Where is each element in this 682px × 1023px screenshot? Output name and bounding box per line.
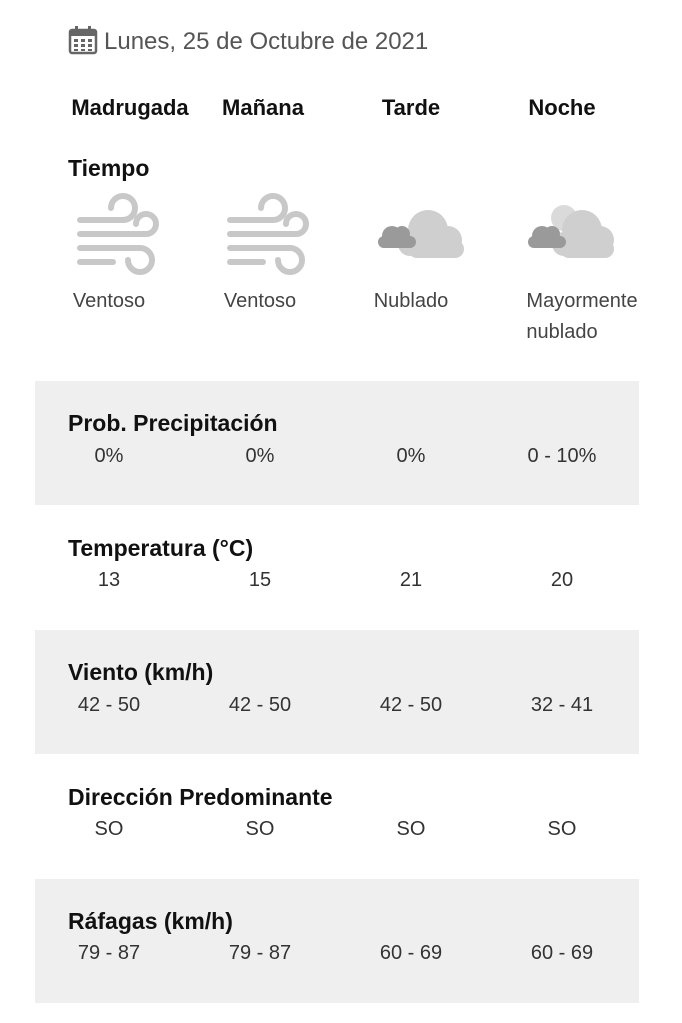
precip-band xyxy=(35,381,639,505)
wind-band xyxy=(35,630,639,754)
temp-value: 21 xyxy=(399,569,423,591)
period-noche: Noche xyxy=(528,95,596,120)
period-tarde: Tarde xyxy=(381,95,441,120)
condition-text: Nublado xyxy=(373,290,449,312)
precip-label: Prob. Precipitación xyxy=(68,410,278,436)
direction-value: SO xyxy=(245,818,275,840)
mostly-cloudy-night-icon xyxy=(520,192,620,282)
temp-value: 13 xyxy=(97,569,121,591)
precip-value: 0% xyxy=(245,445,275,467)
weather-label: Tiempo xyxy=(68,155,150,181)
gusts-value: 60 - 69 xyxy=(530,942,594,964)
gusts-band xyxy=(35,879,639,1003)
temp-label: Temperatura (°C) xyxy=(68,535,254,561)
condition-text: Ventoso xyxy=(72,290,146,312)
condition-text: Ventoso xyxy=(223,290,297,312)
condition-text-line1: Mayormente xyxy=(526,290,638,312)
gusts-label: Ráfagas (km/h) xyxy=(68,908,233,934)
wind-icon xyxy=(68,192,168,282)
wind-value: 42 - 50 xyxy=(77,694,141,716)
direction-value: SO xyxy=(94,818,124,840)
direction-value: SO xyxy=(396,818,426,840)
condition-text-line2: nublado xyxy=(526,321,598,343)
temp-value: 15 xyxy=(248,569,272,591)
cloudy-icon xyxy=(370,192,470,282)
temp-value: 20 xyxy=(550,569,574,591)
gusts-value: 79 - 87 xyxy=(228,942,292,964)
gusts-value: 79 - 87 xyxy=(77,942,141,964)
direction-label: Dirección Predominante xyxy=(68,784,333,810)
date-text: Lunes, 25 de Octubre de 2021 xyxy=(104,28,429,55)
precip-value: 0 - 10% xyxy=(527,445,597,467)
precip-value: 0% xyxy=(94,445,124,467)
direction-value: SO xyxy=(547,818,577,840)
wind-icon xyxy=(218,192,318,282)
precip-value: 0% xyxy=(396,445,426,467)
wind-label: Viento (km/h) xyxy=(68,659,214,685)
wind-value: 32 - 41 xyxy=(530,694,594,716)
wind-value: 42 - 50 xyxy=(228,694,292,716)
gusts-value: 60 - 69 xyxy=(379,942,443,964)
calendar-icon xyxy=(68,25,98,60)
period-manana: Mañana xyxy=(222,95,304,120)
date-header xyxy=(68,26,428,58)
wind-value: 42 - 50 xyxy=(379,694,443,716)
period-madrugada: Madrugada xyxy=(71,95,189,120)
